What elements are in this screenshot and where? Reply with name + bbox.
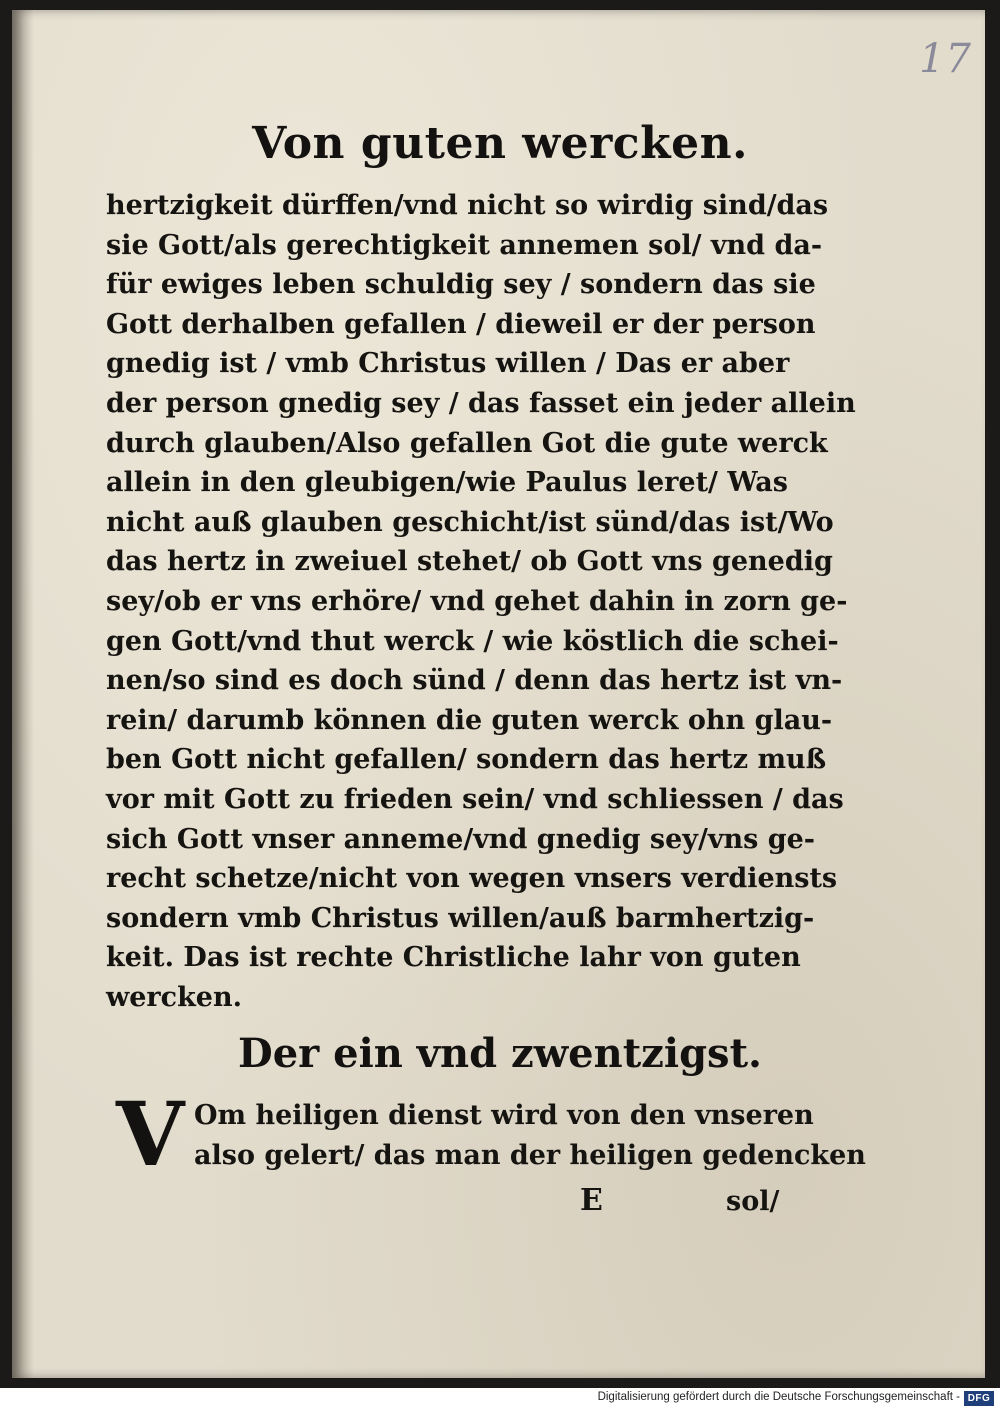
text-line: durch glauben/Also gefallen Got die gute werck (106, 427, 828, 459)
text-line: sie Gott/als gerechtigkeit annemen sol/ vnd da- (106, 229, 823, 261)
text-line: Om heiligen dienst wird von den vnseren (194, 1100, 814, 1131)
text-line: allein in den gleubigen/wie Paulus leret/ Was (106, 467, 788, 499)
text-line: recht schetze/nicht von wegen vnsers verdiensts (106, 863, 838, 895)
text-line: sich Gott vnser anneme/vnd gnedig sey/vns ge- (106, 823, 816, 855)
body-paragraph (106, 186, 856, 1017)
text-line: rein/ darumb können die guten werck ohn glau- (106, 704, 833, 736)
folio-number: 17 (919, 36, 972, 82)
text-line: für ewiges leben schuldig sey / sondern das sie (106, 269, 816, 301)
text-line: ben Gott nicht gefallen/ sondern das hertz muß (106, 744, 827, 776)
text-line: sondern vmb Christus willen/auß barmhertzig- (106, 902, 815, 934)
text-line: das hertz in zweiuel stehet/ ob Gott vns genedig (106, 546, 833, 578)
text-line: nen/so sind es doch sünd / denn das hertz ist vn- (106, 665, 843, 697)
text-line: gen Gott/vnd thut werck / wie köstlich die schei- (106, 625, 839, 657)
drop-initial: V (116, 1082, 185, 1186)
running-head: Von guten wercken. (252, 118, 748, 169)
text-line: der person gnedig sey / das fasset ein jeder allein (106, 387, 856, 419)
text-line: gnedig ist / vmb Christus willen / Das er aber (106, 348, 790, 380)
text-line: wercken. (106, 981, 243, 1013)
footer-bar (0, 1388, 1000, 1410)
text-line: hertzigkeit dürffen/vnd nicht so wirdig sind/das (106, 190, 829, 221)
signature-mark: E (580, 1183, 603, 1218)
text-line: nicht auß glauben geschicht/ist sünd/das ist/Wo (106, 506, 834, 538)
text-line: keit. Das ist rechte Christliche lahr von guten (106, 942, 801, 974)
funding-credit: Digitalisierung gefördert durch die Deutsche Forschungsgemeinschaft - (597, 1391, 960, 1403)
text-line: also gelert/ das man der heiligen gedencken (194, 1139, 866, 1171)
text-line: sey/ob er vns erhöre/ vnd gehet dahin in zorn ge- (106, 585, 848, 617)
second-paragraph (116, 1082, 866, 1186)
catchword: sol/ (726, 1186, 780, 1217)
section-heading: Der ein vnd zwentzigst. (238, 1030, 762, 1077)
dfg-logo-icon: DFG (964, 1391, 994, 1406)
text-line: vor mit Gott zu frieden sein/ vnd schliessen / das (106, 783, 844, 815)
text-line: Gott derhalben gefallen / dieweil er der person (106, 308, 816, 340)
gutter-shadow (12, 10, 34, 1378)
second-paragraph-lines (194, 1096, 866, 1175)
